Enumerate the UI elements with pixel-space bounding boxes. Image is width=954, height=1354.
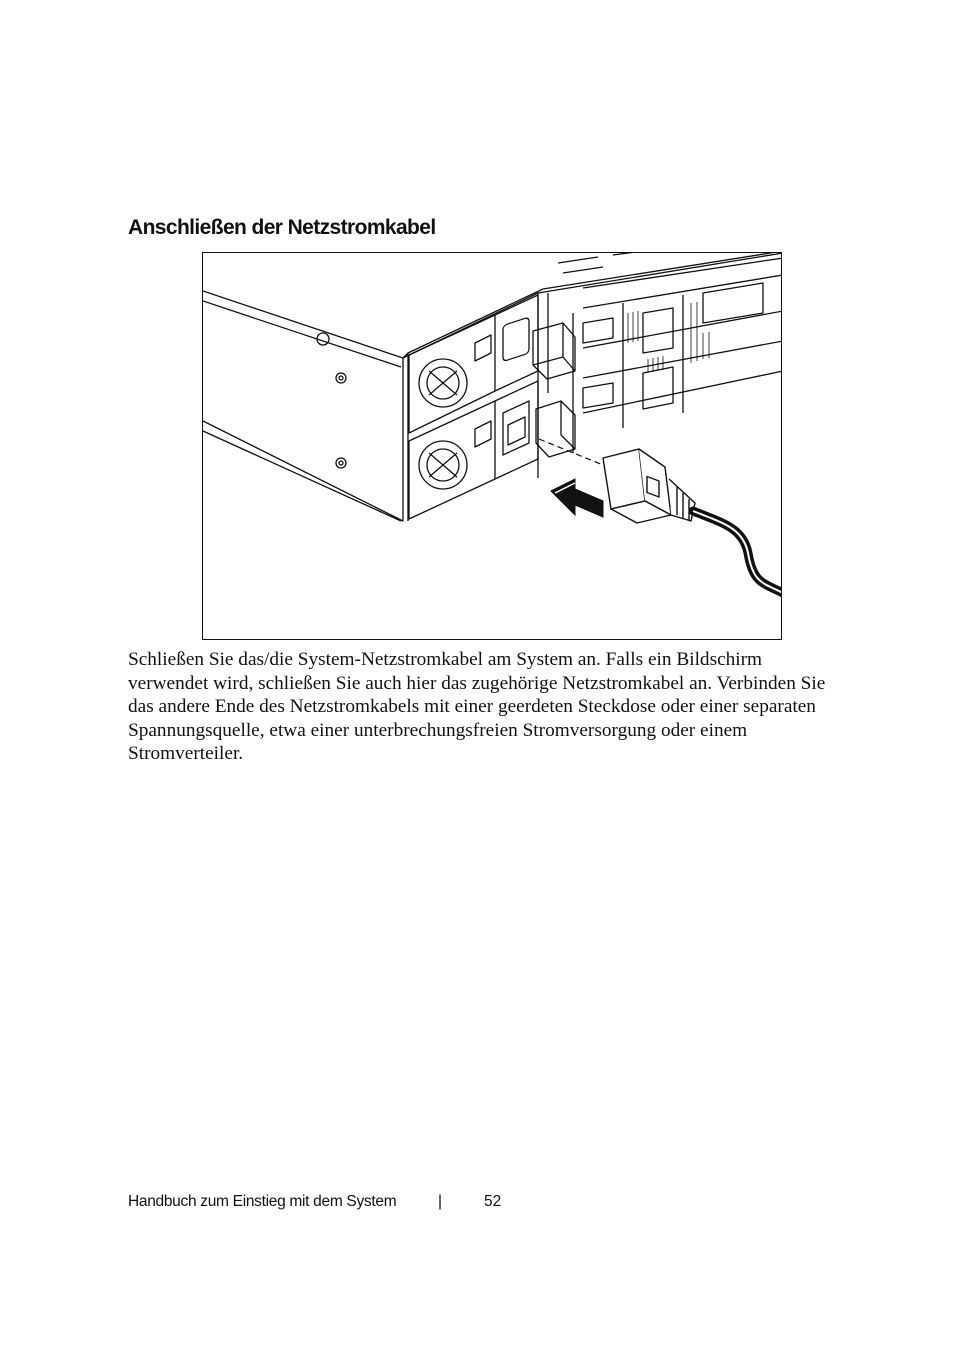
- power-supply-1: [409, 295, 538, 433]
- power-cable-connector: [603, 449, 695, 523]
- page-footer: [128, 1193, 954, 1215]
- power-cable-illustration: [202, 252, 782, 640]
- page-number: 52: [484, 1193, 502, 1210]
- power-cable: [693, 511, 782, 593]
- plug-psu2-target: [536, 401, 575, 457]
- insertion-arrow: [551, 479, 603, 517]
- body-paragraph: Schließen Sie das/die System-Netzstromkabel am System an. Falls ein Bildschirm verwendet wird, schließen Sie auch hier das zugehörige Netzstromkabel an. Verbinden Sie das andere Ende des Netzstromkabels mit einer geerdeten Steckdose oder einer separaten Spannungsquelle, etwa einer unterbrechungsfreien Stromversorgung oder einem Stromverteiler.: [128, 649, 826, 764]
- footer-title: Handbuch zum Einstieg mit dem System: [128, 1193, 397, 1210]
- section-heading: Anschließen der Netzstromkabel: [128, 216, 436, 239]
- plug-psu1: [533, 323, 575, 379]
- footer-separator: |: [438, 1193, 443, 1210]
- chassis-side-panel: [203, 291, 403, 521]
